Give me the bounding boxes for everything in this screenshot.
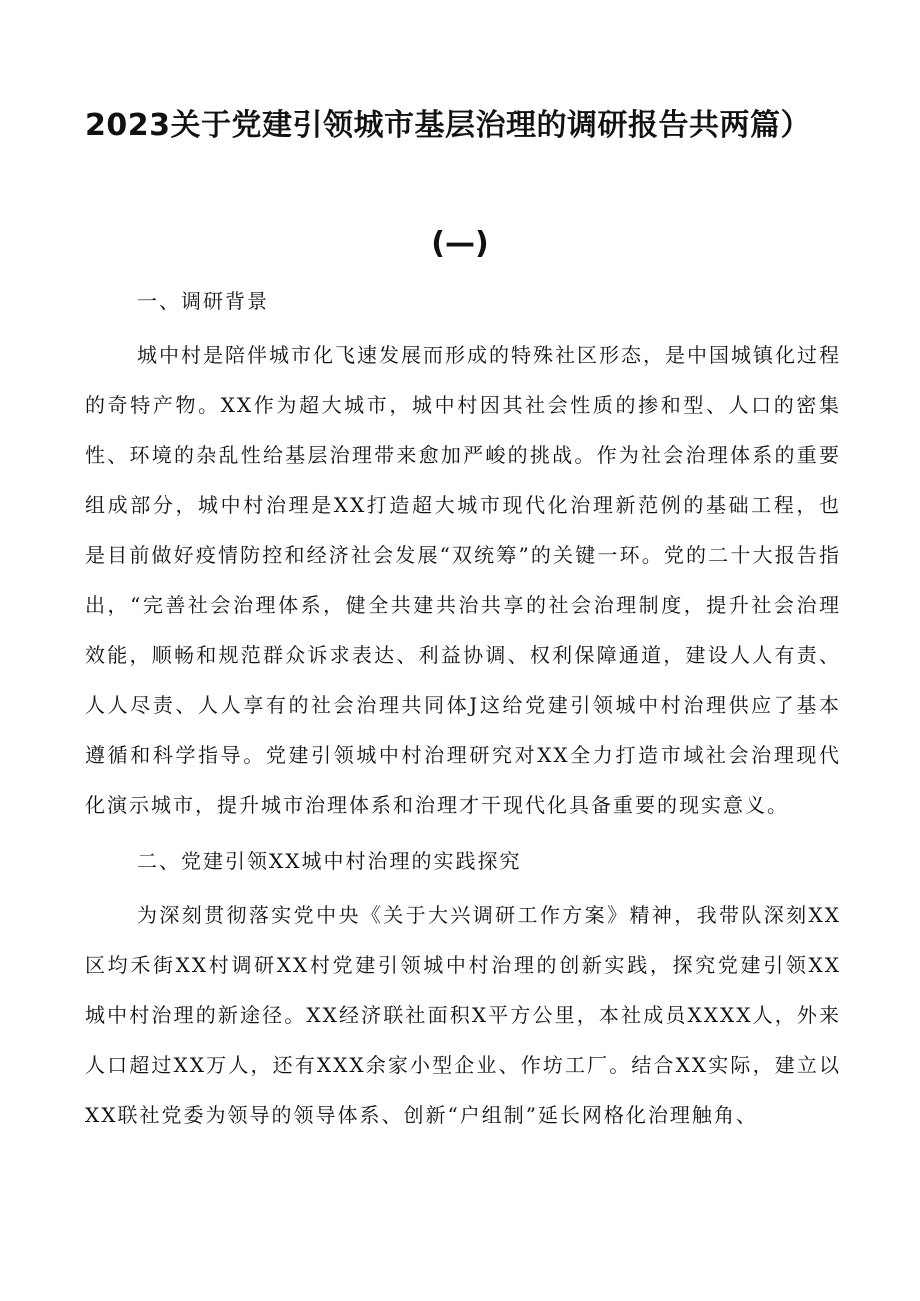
section-heading-practice: 二、党建引领XX城中村治理的实践探究	[137, 849, 522, 873]
document-title: 2023关于党建引领城市基层治理的调研报告共两篇）	[85, 108, 811, 143]
paragraph-practice: 为深刻贯彻落实党中央《关于大兴调研工作方案》精神，我带队深刻XX区均禾街XX村调研XX村党建引领城中村治理的创新实践，探究党建引领XX城中村治理的新途径。XX经济联社面积X平方公里，本社成员XXXX人，外来人口超过XX万人，还有XXX余家小型企业、作坊工厂。结合XX实际，建立以XX联社党委为领导的领导体系、创新“户组制”延长网格化治理触角、	[85, 903, 841, 1127]
part-label: (—)	[431, 226, 489, 261]
paragraph-background: 城中村是陪伴城市化飞速发展而形成的特殊社区形态，是中国城镇化过程的奇特产物。XX作为超大城市，城中村因其社会性质的掺和型、人口的密集性、环境的杂乱性给基层治理带来愈加严峻的挑战。作为社会治理体系的重要组成部分，城中村治理是XX打造超大城市现代化治理新范例的基础工程，也是目前做好疫情防控和经济社会发展“双统筹”的关键一环。党的二十大报告指出，“完善社会治理体系，健全共建共治共享的社会治理制度，提升社会治理效能，顺畅和规范群众诉求表达、利益协调、权利保障通道，建设人人有责、人人尽责、人人享有的社会治理共同体J这给党建引领城中村治理供应了基本遵循和科学指导。党建引领城中村治理研究对XX全力打造市域社会治理现代化演示城市，提升城市治理体系和治理才干现代化具备重要的现实意义。	[85, 343, 841, 817]
document-body	[85, 276, 841, 1146]
section-heading-background: 一、调研背景	[137, 289, 269, 313]
